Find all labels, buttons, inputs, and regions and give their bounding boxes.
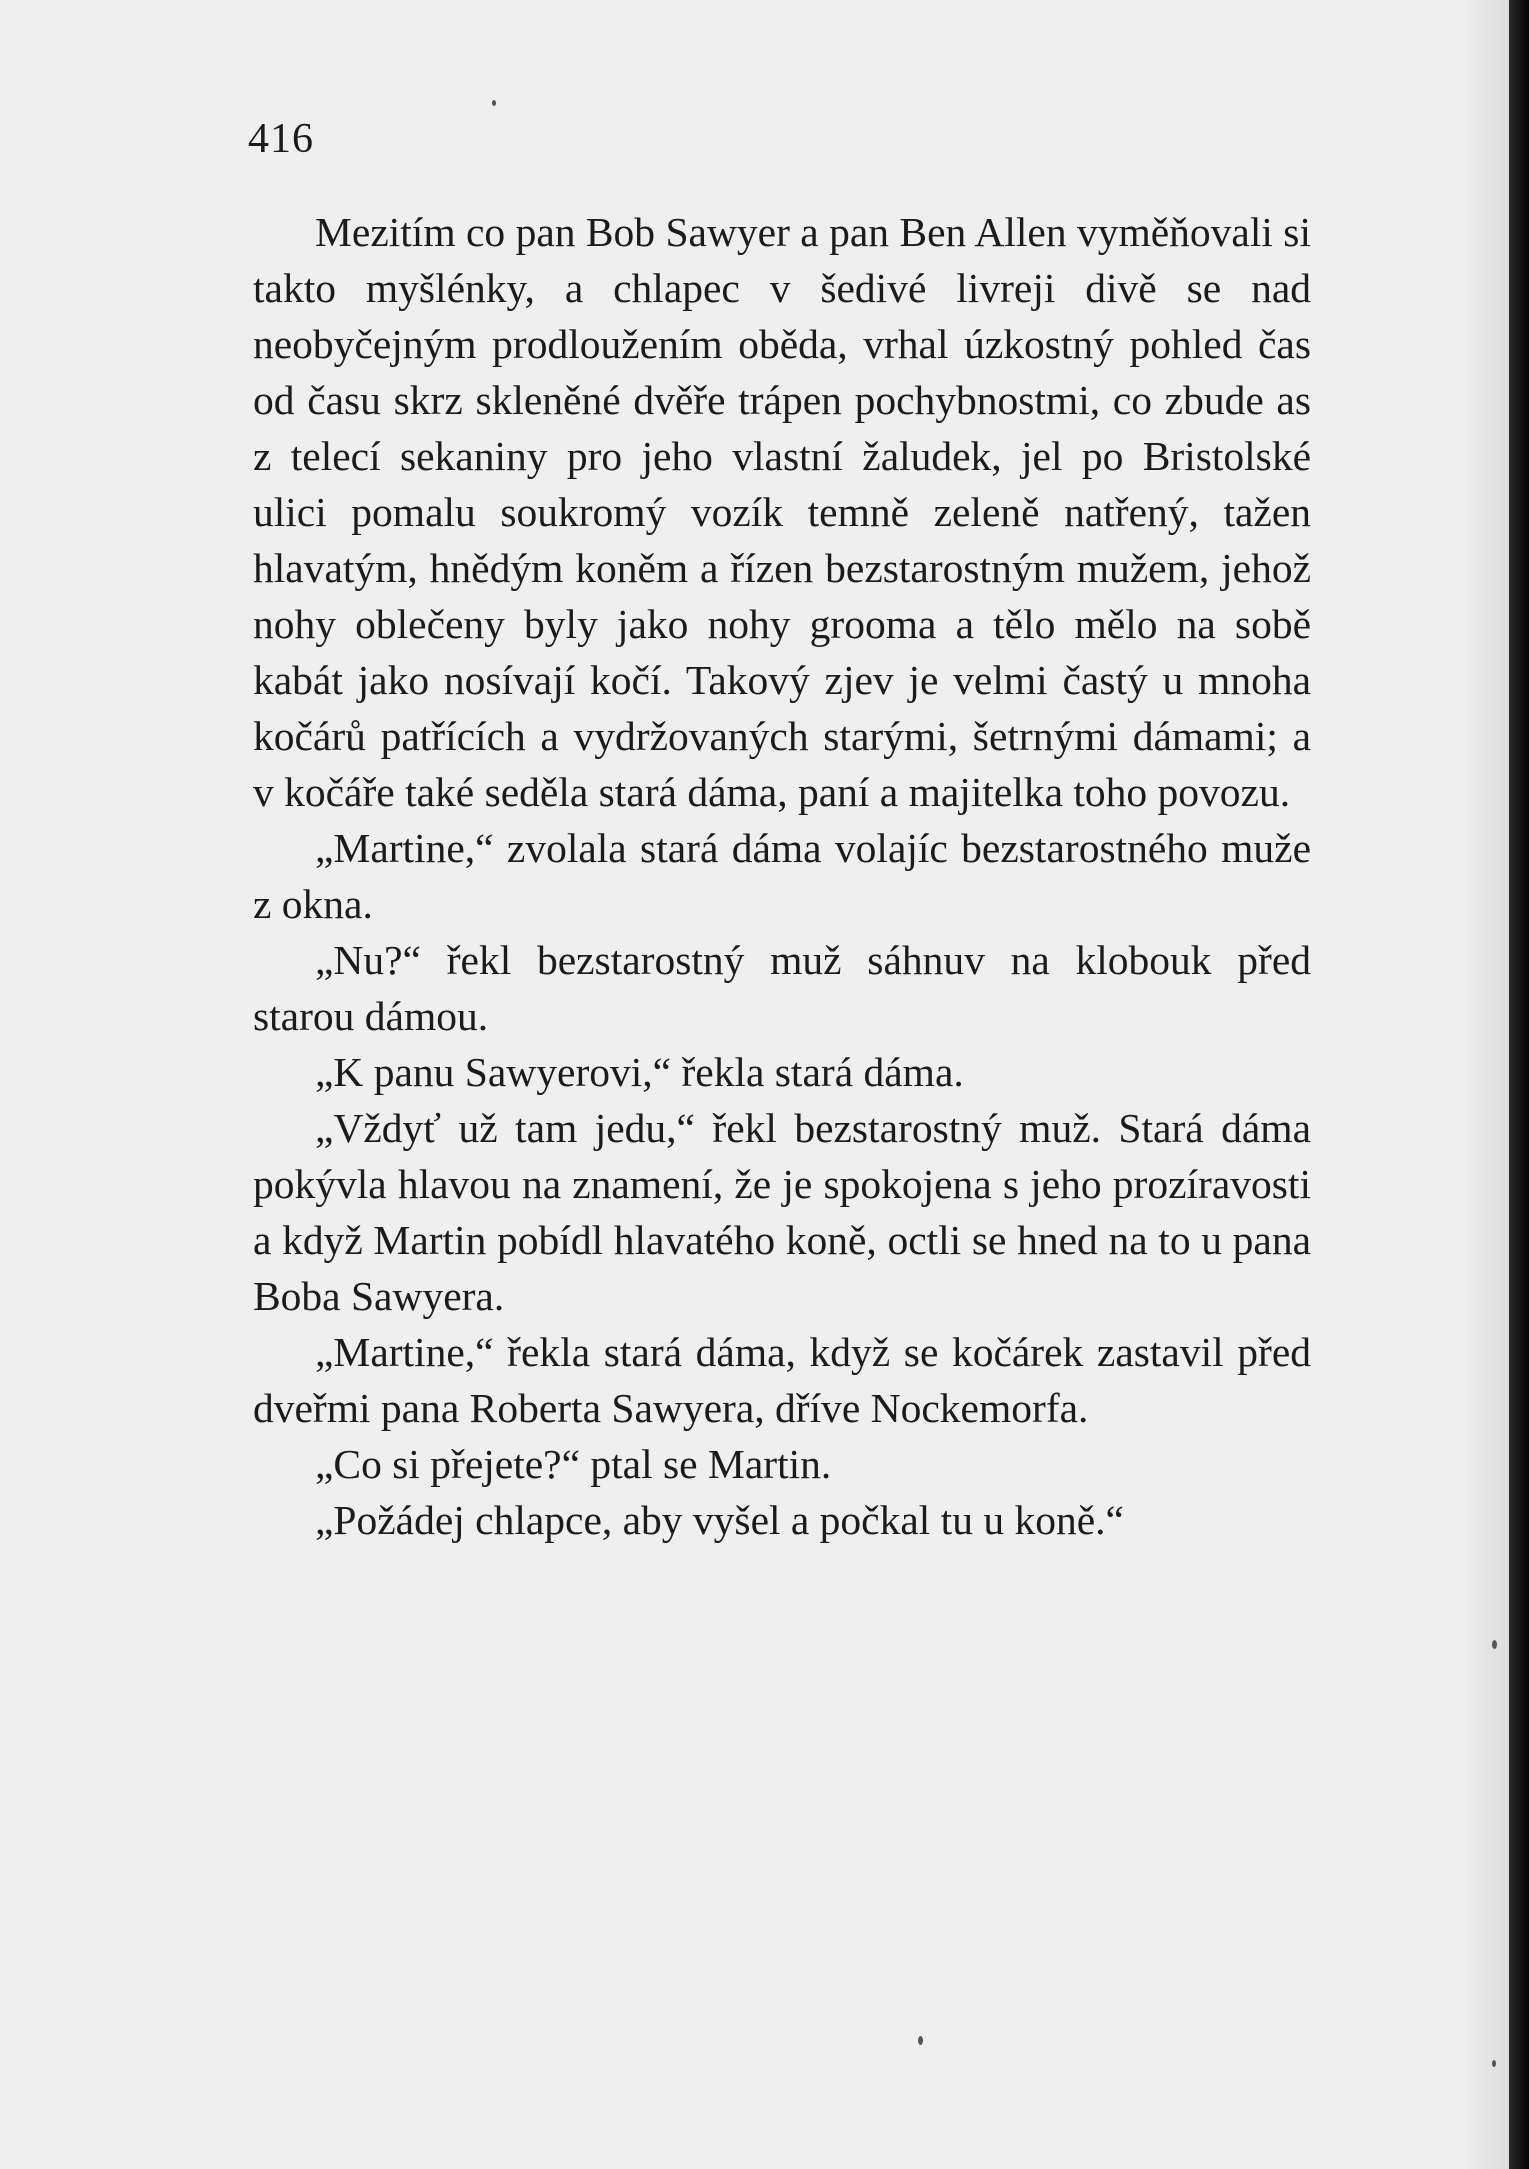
paragraph: „K panu Sawyerovi,“ řekla stará dáma. xyxy=(315,1049,964,1095)
paragraph: Mezitím co pan Bob Sawyer a pan Ben Allen vyměňovali si takto myšlénky, a chlapec v šedivé livreji divě se nad neobyčejným prodloužením oběda, vrhal úzkostný pohled čas od času skrz skleněné dvěře trápen pochybnostmi, co zbude as z telecí sekaniny pro jeho vlastní žaludek, jel po Bristolské ulici pomalu soukromý vozík temně zeleně natřený, tažen hlavatým, hnědým koněm a řízen bezstarostným mužem, jehož nohy oblečeny byly jako nohy grooma a tělo mělo na sobě kabát jako nosívají kočí. Takový zjev je velmi častý u mnoha kočárů patřících a vydržovaných starými, šetrnými dámami; a v kočáře také seděla stará dáma, paní a majitelka toho povozu. xyxy=(253,209,1311,815)
scan-speck xyxy=(1492,2060,1496,2067)
scan-speck xyxy=(1492,1640,1497,1649)
paragraph: „Martine,“ řekla stará dáma, když se kočárek zastavil před dveřmi pana Roberta Sawyera, dříve Nockemorfa. xyxy=(253,1329,1311,1431)
scan-speck xyxy=(918,2036,923,2045)
body-text xyxy=(253,204,1311,1548)
paragraph: „Vždyť už tam jedu,“ řekl bezstarostný muž. Stará dáma pokývla hlavou na znamení, že je spokojena s jeho prozíravosti a když Martin pobídl hlavatého koně, octli se hned na to u pana Boba Sawyera. xyxy=(253,1105,1311,1319)
binding-shadow xyxy=(1461,0,1509,2169)
book-spine-edge xyxy=(1509,0,1529,2169)
scan-speck xyxy=(492,100,496,106)
paragraph: „Požádej chlapce, aby vyšel a počkal tu u koně.“ xyxy=(315,1497,1124,1543)
paragraph: „Nu?“ řekl bezstarostný muž sáhnuv na klobouk před starou dámou. xyxy=(253,937,1311,1039)
paragraph: „Co si přejete?“ ptal se Martin. xyxy=(315,1441,832,1487)
paragraph: „Martine,“ zvolala stará dáma volajíc bezstarostného muže z okna. xyxy=(253,825,1311,927)
page-number: 416 xyxy=(248,116,314,162)
